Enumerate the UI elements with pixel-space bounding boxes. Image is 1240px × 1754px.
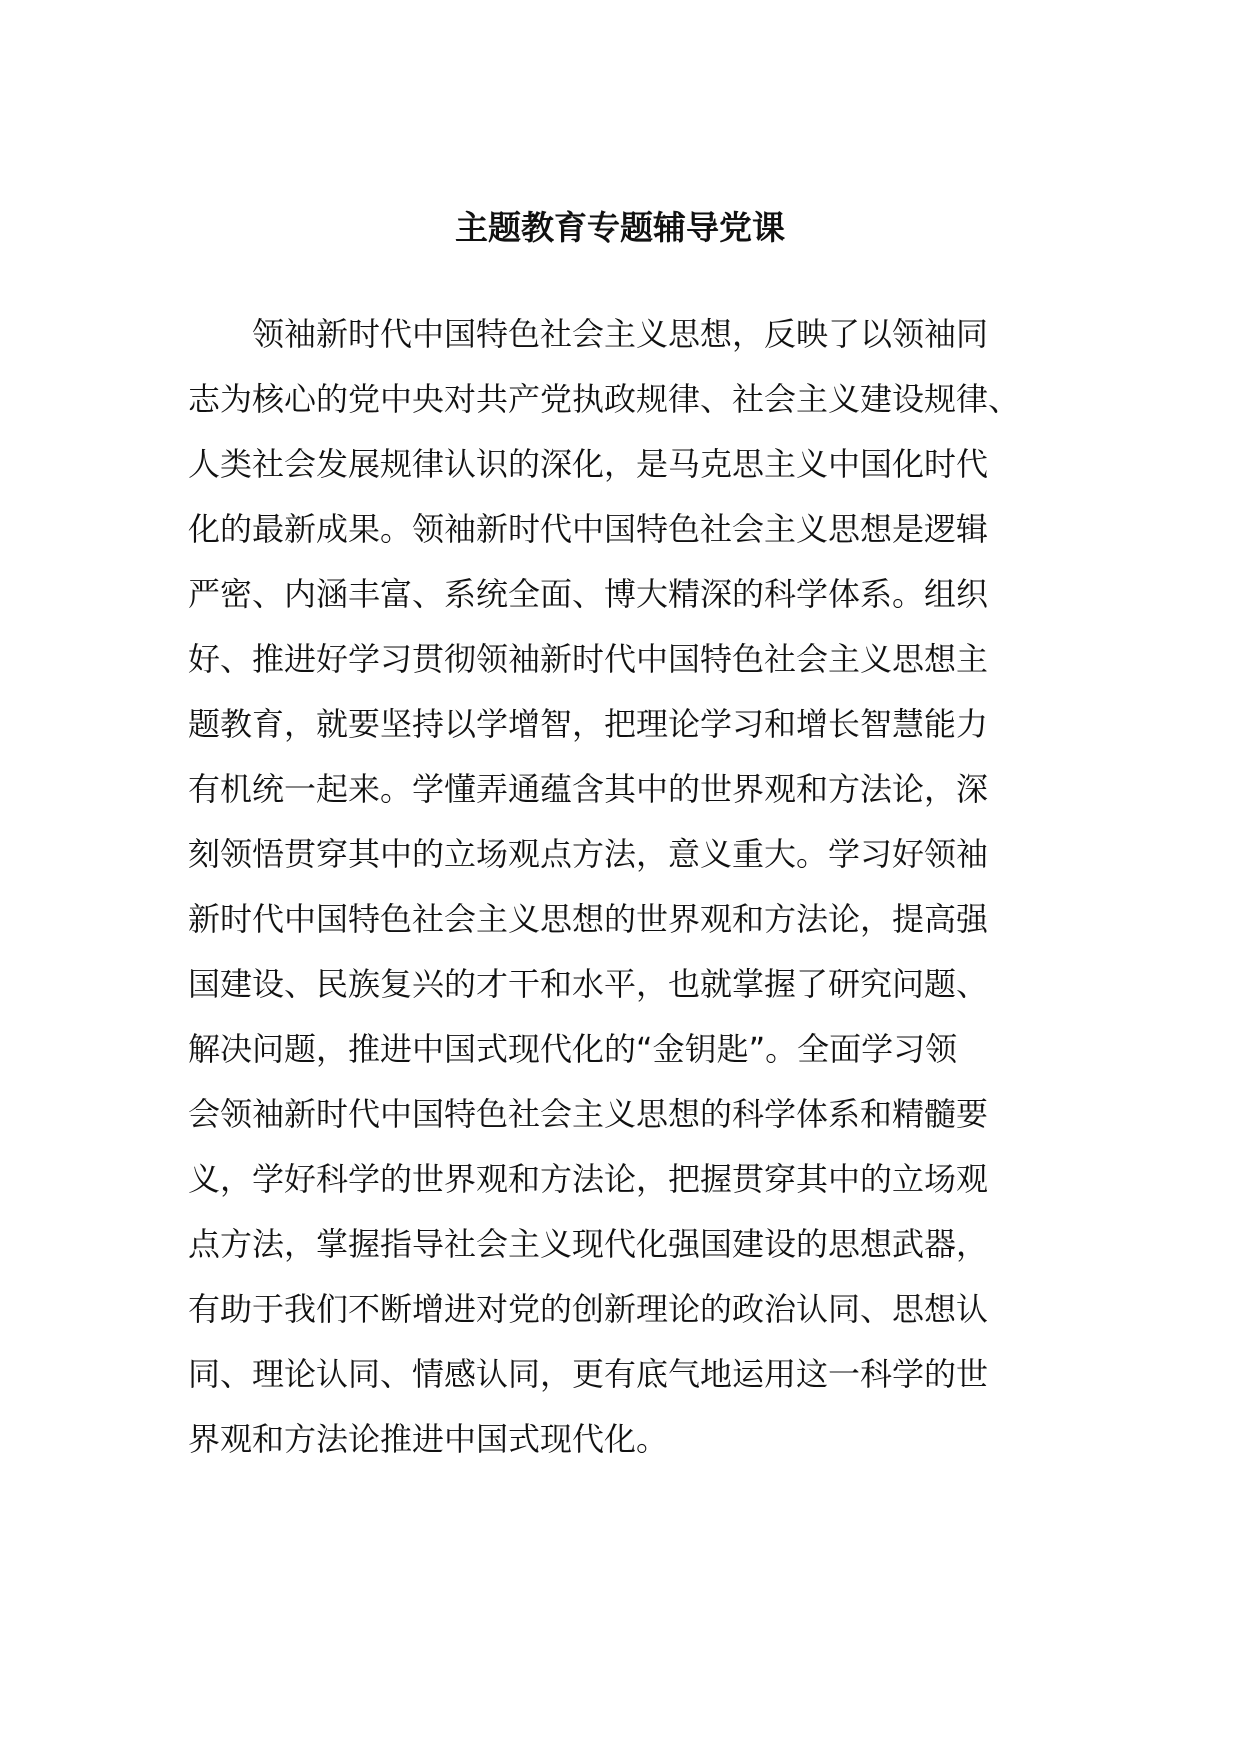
body-line: 有助于我们不断增进对党的创新理论的政治认同、思想认 xyxy=(188,1290,989,1328)
body-line: 同、理论认同、情感认同，更有底气地运用这一科学的世 xyxy=(188,1355,989,1393)
body-line: 新时代中国特色社会主义思想的世界观和方法论，提高强 xyxy=(188,900,989,938)
document-body xyxy=(188,302,1028,1472)
body-line: 志为核心的党中央对共产党执政规律、社会主义建设规律、 xyxy=(188,380,1021,418)
body-line: 题教育，就要坚持以学增智，把理论学习和增长智慧能力 xyxy=(188,705,989,743)
body-line: 义，学好科学的世界观和方法论，把握贯穿其中的立场观 xyxy=(188,1160,989,1198)
body-line: 有机统一起来。学懂弄通蕴含其中的世界观和方法论，深 xyxy=(188,770,989,808)
body-line: 化的最新成果。领袖新时代中国特色社会主义思想是逻辑 xyxy=(188,510,989,548)
body-line: 人类社会发展规律认识的深化，是马克思主义中国化时代 xyxy=(188,445,989,483)
body-line: 点方法，掌握指导社会主义现代化强国建设的思想武器， xyxy=(188,1225,989,1263)
body-line: 界观和方法论推进中国式现代化。 xyxy=(188,1420,669,1458)
body-line: 领袖新时代中国特色社会主义思想，反映了以领袖同 xyxy=(188,315,989,353)
body-line: 解决问题，推进中国式现代化的“金钥匙”。全面学习领 xyxy=(188,1030,958,1068)
body-line: 刻领悟贯穿其中的立场观点方法，意义重大。学习好领袖 xyxy=(188,835,989,873)
body-line: 好、推进好学习贯彻领袖新时代中国特色社会主义思想主 xyxy=(188,640,989,678)
body-line: 严密、内涵丰富、系统全面、博大精深的科学体系。组织 xyxy=(188,575,989,613)
body-line: 会领袖新时代中国特色社会主义思想的科学体系和精髓要 xyxy=(188,1095,989,1133)
body-line: 国建设、民族复兴的才干和水平，也就掌握了研究问题、 xyxy=(188,965,989,1003)
document-title: 主题教育专题辅导党课 xyxy=(455,208,785,247)
